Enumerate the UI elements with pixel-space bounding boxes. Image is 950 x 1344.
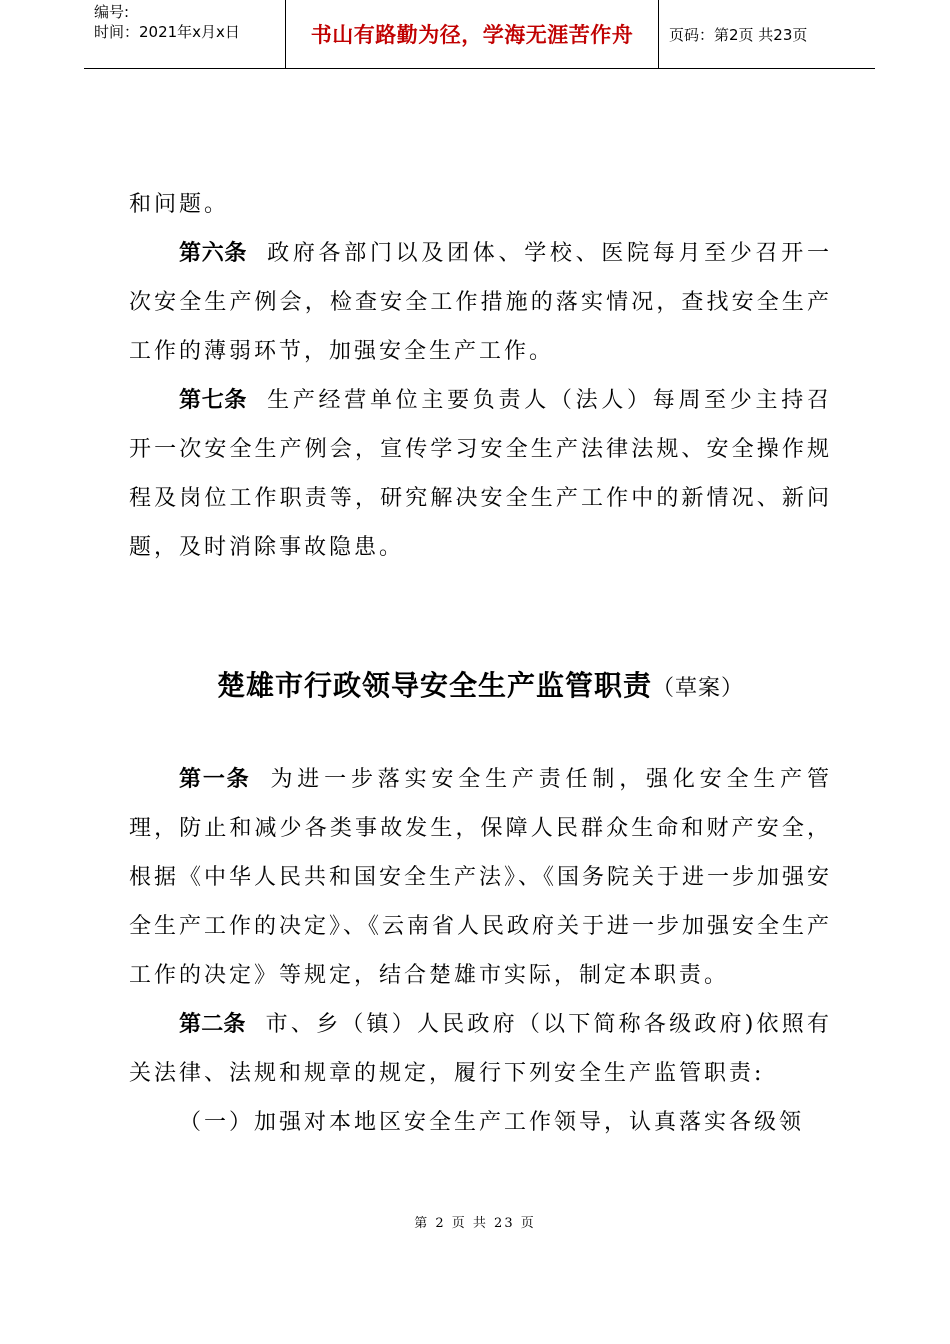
article-1-text: 为进一步落实安全生产责任制，强化安全生产管理，防止和减少各类事故发生，保障人民群众生命和财产安全，根据《中华人民共和国安全生产法》、《国务院关于进一步加强安全生产工作的决定》、《云南省人民政府关于进一步加强安全生产工作的决定》等规定，结合楚雄市实际，制定本职责。 xyxy=(129,767,833,988)
article-7 xyxy=(129,376,832,572)
doc-number-label: 编号: xyxy=(94,3,130,21)
section-title xyxy=(129,666,832,709)
article-1-label: 第一条 xyxy=(179,767,251,792)
article-6 xyxy=(129,229,832,376)
document-body xyxy=(129,180,832,1147)
article-7-text: 生产经营单位主要负责人（法人）每周至少主持召开一次安全生产例会，宣传学习安全生产法律法规、安全操作规程及岗位工作职责等，研究解决安全生产工作中的新情况、新问题，及时消除事故隐患。 xyxy=(129,388,832,560)
article-2-item-1: （一）加强对本地区安全生产工作领导，认真落实各级领 xyxy=(179,1110,805,1135)
article-6-label: 第六条 xyxy=(179,241,248,266)
article-6-text: 政府各部门以及团体、学校、医院每月至少召开一次安全生产例会，检查安全工作措施的落实情况，查找安全生产工作的薄弱环节，加强安全生产工作。 xyxy=(129,241,832,364)
header-meta xyxy=(84,0,286,68)
page-header xyxy=(84,0,875,69)
section-title-sub: （草案） xyxy=(652,676,745,701)
page-footer: 第 2 页 共 23 页 xyxy=(414,1216,536,1231)
article-1 xyxy=(129,755,832,1000)
header-motto: 书山有路勤为径，学海无涯苦作舟 xyxy=(286,0,659,68)
article-2-label: 第二条 xyxy=(179,1012,246,1037)
continued-paragraph: 和问题。 xyxy=(129,192,230,217)
article-2-text: 市、乡（镇）人民政府（以下简称各级政府)依照有关法律、法规和规章的规定，履行下列安全生产监管职责: xyxy=(129,1012,832,1086)
doc-date-label: 时间：2021年x月x日 xyxy=(94,23,240,41)
article-2 xyxy=(129,1000,832,1098)
header-page-number: 页码：第2页 共23页 xyxy=(669,25,808,44)
article-7-label: 第七条 xyxy=(179,388,248,413)
section-title-main: 楚雄市行政领导安全生产监管职责 xyxy=(216,669,652,702)
